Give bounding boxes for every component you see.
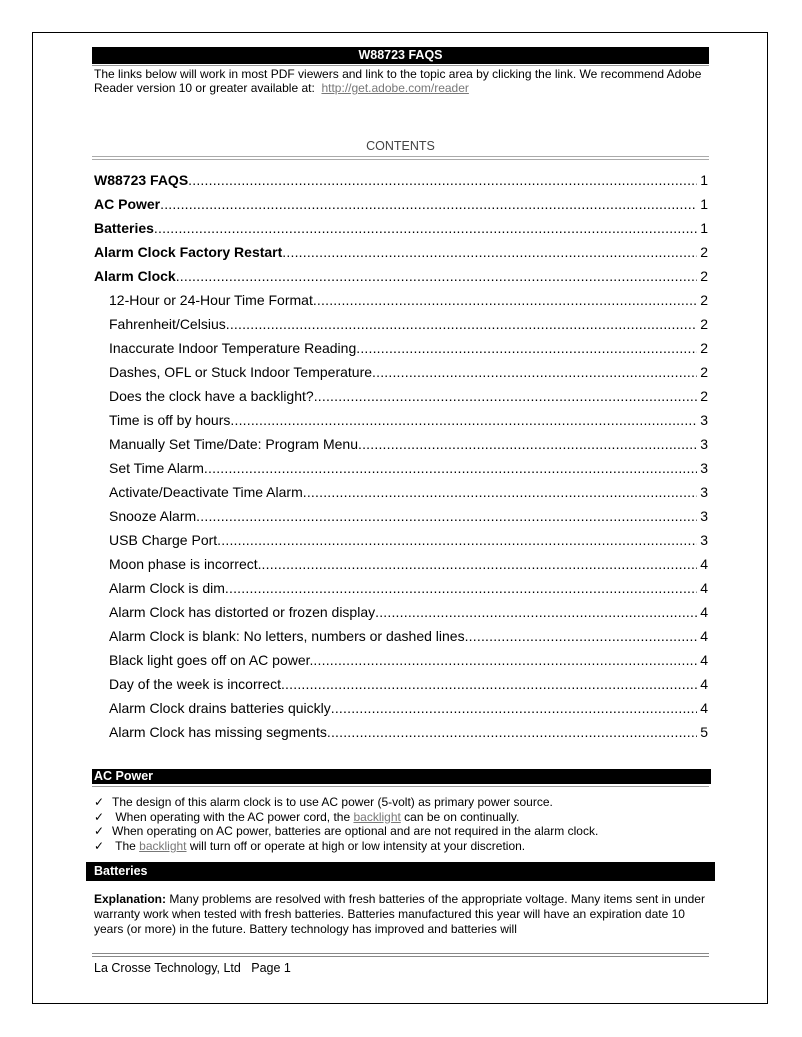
ac-power-list — [94, 795, 714, 853]
toc-entry[interactable] — [94, 316, 708, 340]
toc-leader-dots — [225, 580, 697, 596]
toc-entry-page: 4 — [700, 556, 708, 572]
toc-leader-dots — [314, 388, 698, 404]
toc-entry-page: 4 — [700, 652, 708, 668]
toc-entry[interactable] — [94, 292, 708, 316]
checkmark-icon: ✓ — [94, 809, 105, 824]
toc-leader-dots — [262, 556, 698, 572]
toc-entry[interactable] — [94, 484, 708, 508]
toc-entry[interactable] — [94, 532, 708, 556]
toc-leader-dots — [356, 340, 697, 356]
toc-entry-label: Moon phase is incorrect. — [109, 556, 262, 572]
toc-entry[interactable] — [94, 196, 708, 220]
toc-entry-page: 3 — [700, 412, 708, 428]
toc-entry[interactable] — [94, 628, 708, 652]
explanation-label: Explanation: — [94, 892, 167, 906]
toc-entry-page: 2 — [700, 244, 708, 260]
toc-entry[interactable] — [94, 268, 708, 292]
ac-power-item — [94, 795, 714, 810]
footer-rule-bottom — [92, 956, 709, 957]
item-text-post: will turn off or operate at high or low intensity at your discretion. — [186, 838, 526, 853]
footer-rule-top — [92, 953, 709, 954]
intro-paragraph — [94, 67, 714, 95]
toc-leader-dots — [465, 628, 698, 644]
toc-entry[interactable] — [94, 724, 708, 748]
toc-entry-label: W88723 FAQS — [94, 172, 189, 188]
toc-leader-dots — [230, 412, 697, 428]
toc-leader-dots — [303, 484, 697, 500]
toc-leader-dots — [313, 292, 697, 308]
toc-leader-dots — [313, 652, 697, 668]
toc-entry-label: Alarm Clock has missing segments — [109, 724, 327, 740]
toc-entry-label: Inaccurate Indoor Temperature Reading — [109, 340, 357, 356]
toc-entry-label: Activate/Deactivate Time Alarm — [109, 484, 303, 500]
toc-entry[interactable] — [94, 172, 708, 196]
toc-leader-dots — [226, 316, 697, 332]
toc-entry-page: 2 — [700, 292, 708, 308]
table-of-contents — [94, 172, 708, 748]
toc-entry-label: Alarm Clock has distorted or frozen display — [109, 604, 376, 620]
toc-entry-page: 3 — [700, 532, 708, 548]
toc-leader-dots — [281, 676, 697, 692]
contents-rule-bottom — [92, 159, 709, 160]
toc-leader-dots — [372, 364, 697, 380]
toc-leader-dots — [160, 196, 697, 212]
toc-entry[interactable] — [94, 652, 708, 676]
toc-entry-page: 4 — [700, 580, 708, 596]
toc-leader-dots — [188, 172, 697, 188]
toc-entry[interactable] — [94, 388, 708, 412]
toc-entry[interactable] — [94, 556, 708, 580]
toc-entry-page: 3 — [700, 508, 708, 524]
toc-entry-label: AC Power — [94, 196, 161, 212]
toc-leader-dots — [204, 460, 697, 476]
toc-entry[interactable] — [94, 676, 708, 700]
toc-entry-page: 2 — [700, 316, 708, 332]
toc-leader-dots — [331, 700, 697, 716]
toc-entry-page: 2 — [700, 340, 708, 356]
toc-entry-label: Alarm Clock is blank: No letters, numbers or dashed lines — [109, 628, 465, 644]
toc-leader-dots — [282, 244, 697, 260]
toc-leader-dots — [358, 436, 697, 452]
intro-text: The links below will work in most PDF viewers and link to the topic area by clicking the link. We recommend Adobe Reader version 10 or greater available at: — [94, 67, 702, 95]
toc-entry-label: Set Time Alarm — [109, 460, 204, 476]
toc-leader-dots — [196, 508, 697, 524]
ac-power-item — [94, 824, 714, 839]
item-text-pre: When operating on AC power, batteries are optional and are not required in the alarm clock. — [112, 824, 599, 838]
batteries-heading: Batteries — [86, 862, 715, 881]
toc-entry-page: 4 — [700, 628, 708, 644]
checkmark-icon: ✓ — [94, 824, 105, 838]
adobe-reader-link[interactable]: http://get.adobe.com/reader — [321, 81, 469, 95]
toc-entry-page: 4 — [700, 700, 708, 716]
explanation-text: Many problems are resolved with fresh batteries of the appropriate voltage. Many items sent in under warranty work when tested with fresh batteries. Batteries manufactured this year will have an expiration date 10 years (or more) in the future. Battery technology has improved and batteries will — [94, 892, 705, 936]
toc-entry-label: Dashes, OFL or Stuck Indoor Temperature — [109, 364, 373, 380]
toc-entry-label: Batteries — [94, 220, 154, 236]
item-text-pre: When operating with the AC power cord, the — [112, 809, 354, 824]
toc-entry-label: Day of the week is incorrect — [109, 676, 281, 692]
ac-power-item-text — [112, 824, 598, 839]
toc-entry-page: 2 — [700, 268, 708, 284]
ac-power-item — [94, 839, 714, 854]
checkmark-icon: ✓ — [94, 838, 105, 853]
toc-entry-label: Snooze Alarm — [109, 508, 197, 524]
toc-entry-label: Alarm Clock Factory Restart — [94, 244, 283, 260]
toc-entry-page: 1 — [700, 172, 708, 188]
backlight-link[interactable]: backlight — [353, 809, 401, 824]
toc-entry-label: Fahrenheit/Celsius — [109, 316, 226, 332]
ac-power-item — [94, 810, 714, 825]
title-underline — [92, 65, 709, 66]
ac-power-item-text — [112, 795, 553, 810]
contents-rule-top — [92, 156, 709, 157]
ac-power-underline — [92, 786, 709, 787]
contents-heading: CONTENTS — [366, 139, 435, 153]
toc-entry-page: 2 — [700, 364, 708, 380]
toc-entry[interactable] — [94, 340, 708, 364]
toc-entry[interactable] — [94, 364, 708, 388]
toc-entry[interactable] — [94, 700, 708, 724]
page-footer: La Crosse Technology, Ltd Page 1 — [94, 961, 291, 975]
toc-entry[interactable] — [94, 412, 708, 436]
toc-leader-dots — [154, 220, 697, 236]
toc-entry-label: Does the clock have a backlight? — [109, 388, 314, 404]
toc-entry-page: 1 — [700, 220, 708, 236]
ac-power-heading: AC Power — [92, 769, 711, 784]
toc-entry-label: Black light goes off on AC power. — [109, 652, 314, 668]
toc-entry-page: 4 — [700, 676, 708, 692]
toc-entry[interactable] — [94, 508, 708, 532]
toc-entry-label: Alarm Clock — [94, 268, 176, 284]
toc-leader-dots — [217, 532, 697, 548]
toc-leader-dots — [327, 724, 697, 740]
ac-power-item-text — [112, 810, 519, 825]
toc-leader-dots — [176, 268, 698, 284]
item-text-pre: The — [112, 838, 140, 853]
toc-entry-label: Manually Set Time/Date: Program Menu — [109, 436, 358, 452]
toc-entry[interactable] — [94, 436, 708, 460]
doc-title-bar: W88723 FAQS — [92, 47, 709, 64]
toc-entry-page: 2 — [700, 388, 708, 404]
backlight-link[interactable]: backlight — [139, 838, 187, 853]
toc-entry-page: 3 — [700, 436, 708, 452]
toc-entry-page: 4 — [700, 604, 708, 620]
toc-entry-label: USB Charge Port — [109, 532, 218, 548]
batteries-explanation — [94, 892, 714, 937]
item-text-pre: The design of this alarm clock is to use AC power (5-volt) as primary power source. — [112, 795, 553, 809]
toc-entry[interactable] — [94, 220, 708, 244]
toc-entry-label: Alarm Clock drains batteries quickly — [109, 700, 331, 716]
toc-entry-label: 12-Hour or 24-Hour Time Format — [109, 292, 313, 308]
toc-entry-page: 3 — [700, 460, 708, 476]
checkmark-icon: ✓ — [94, 795, 105, 809]
toc-entry-label: Time is off by hours — [109, 412, 231, 428]
toc-entry[interactable] — [94, 460, 708, 484]
item-text-post: can be on continually. — [400, 809, 520, 824]
toc-entry[interactable] — [94, 244, 708, 268]
toc-entry-page: 3 — [700, 484, 708, 500]
toc-entry[interactable] — [94, 604, 708, 628]
toc-entry-label: Alarm Clock is dim — [109, 580, 225, 596]
toc-entry-page: 1 — [700, 196, 708, 212]
toc-entry-page: 5 — [700, 724, 708, 740]
toc-leader-dots — [375, 604, 697, 620]
ac-power-item-text — [112, 839, 525, 854]
toc-entry[interactable] — [94, 580, 708, 604]
